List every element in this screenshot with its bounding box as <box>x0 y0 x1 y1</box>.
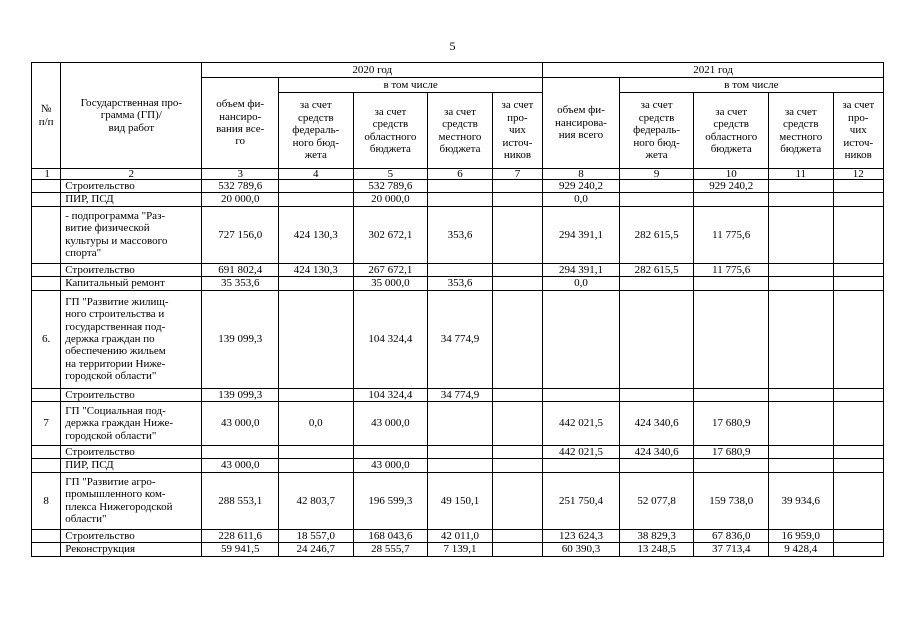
text-line: чих <box>849 124 867 137</box>
column-number: 12 <box>833 169 883 180</box>
row-value <box>833 263 883 276</box>
header-year-2021: 2021 год <box>543 63 884 78</box>
column-number: 7 <box>492 169 542 180</box>
row-value <box>492 388 542 401</box>
row-name <box>61 543 202 556</box>
row-name <box>61 459 202 472</box>
row-value <box>619 277 694 290</box>
text-line: жета <box>304 149 327 162</box>
table-row <box>32 180 884 193</box>
row-value: 424 340,6 <box>619 402 694 446</box>
header-other-2020 <box>492 93 542 169</box>
row-value <box>769 446 834 459</box>
row-name <box>61 277 202 290</box>
header-program <box>61 63 202 169</box>
table-header <box>32 63 884 180</box>
row-value: 28 555,7 <box>353 543 428 556</box>
text-line: вид работ <box>108 121 155 134</box>
row-value: 139 099,3 <box>202 290 279 388</box>
row-index <box>32 277 61 290</box>
row-value <box>279 193 354 206</box>
row-value: 0,0 <box>543 277 620 290</box>
row-value <box>833 277 883 290</box>
row-value: 34 774,9 <box>428 290 493 388</box>
row-value <box>833 180 883 193</box>
text-line: ПИР, ПСД <box>65 193 114 206</box>
column-number: 4 <box>279 169 354 180</box>
row-value: 17 680,9 <box>694 402 769 446</box>
row-value: 20 000,0 <box>202 193 279 206</box>
row-name <box>61 446 202 459</box>
row-value <box>619 180 694 193</box>
row-value: 104 324,4 <box>353 290 428 388</box>
text-line: за счет <box>501 99 534 112</box>
row-value <box>492 277 542 290</box>
row-value: 42 011,0 <box>428 529 493 542</box>
text-line: ПИР, ПСД <box>65 459 114 472</box>
row-name <box>61 290 202 388</box>
row-value: 37 713,4 <box>694 543 769 556</box>
row-value <box>769 263 834 276</box>
column-numbers-row <box>32 169 884 180</box>
row-name <box>61 206 202 263</box>
row-value: 35 000,0 <box>353 277 428 290</box>
text-line: за счет <box>299 99 332 112</box>
column-number: 11 <box>769 169 834 180</box>
table-row <box>32 459 884 472</box>
text-line: за счет <box>374 105 407 118</box>
table-row <box>32 529 884 542</box>
text-line: про- <box>847 111 869 124</box>
text-line: вания все- <box>216 123 265 135</box>
row-value: 11 775,6 <box>694 206 769 263</box>
text-line: за счет <box>784 105 817 118</box>
row-value <box>428 263 493 276</box>
row-value <box>428 180 493 193</box>
row-value: 294 391,1 <box>543 206 620 263</box>
text-line: средств <box>372 118 409 131</box>
row-index: 6. <box>32 290 61 388</box>
row-value: 727 156,0 <box>202 206 279 263</box>
row-value: 43 000,0 <box>353 459 428 472</box>
row-value: 691 802,4 <box>202 263 279 276</box>
header-regional-2020 <box>353 93 428 169</box>
row-value <box>694 277 769 290</box>
text-line: средств <box>782 118 819 131</box>
row-value: 59 941,5 <box>202 543 279 556</box>
text-line: витие физической <box>65 222 150 235</box>
row-value: 251 750,4 <box>543 472 620 529</box>
row-value <box>492 543 542 556</box>
text-line: федераль- <box>292 124 340 137</box>
row-value <box>694 290 769 388</box>
text-line: объем фи- <box>216 98 265 111</box>
row-value: 60 390,3 <box>543 543 620 556</box>
text-line: культуры и массового <box>65 234 168 247</box>
row-value: 442 021,5 <box>543 446 620 459</box>
text-line: ного бюд- <box>292 136 339 149</box>
row-index: 7 <box>32 402 61 446</box>
table-row <box>32 290 884 388</box>
row-value: 104 324,4 <box>353 388 428 401</box>
text-line: Капитальный ремонт <box>65 277 165 290</box>
text-line: за счет <box>842 99 875 112</box>
row-value <box>769 388 834 401</box>
text-line: нансиро- <box>219 110 262 123</box>
row-value: 424 130,3 <box>279 206 354 263</box>
row-value <box>769 459 834 472</box>
text-line: ГП "Развитие агро- <box>65 476 156 489</box>
column-number: 2 <box>61 169 202 180</box>
row-value: 168 043,6 <box>353 529 428 542</box>
header-local-2021 <box>769 93 834 169</box>
row-value <box>492 529 542 542</box>
row-value <box>492 402 542 446</box>
table-row <box>32 446 884 459</box>
row-index <box>32 206 61 263</box>
row-value: 424 340,6 <box>619 446 694 459</box>
text-line: бюджета <box>369 142 411 155</box>
table-row <box>32 472 884 529</box>
row-value: 43 000,0 <box>202 459 279 472</box>
row-value <box>428 402 493 446</box>
text-line: № <box>40 103 52 116</box>
text-line: бюджета <box>710 142 752 155</box>
row-value: 38 829,3 <box>619 529 694 542</box>
text-line: жета <box>645 149 668 162</box>
row-value: 442 021,5 <box>543 402 620 446</box>
row-value: 929 240,2 <box>694 180 769 193</box>
row-value: 0,0 <box>279 402 354 446</box>
row-name <box>61 472 202 529</box>
row-value <box>202 446 279 459</box>
row-index <box>32 263 61 276</box>
row-name <box>61 529 202 542</box>
table-row <box>32 402 884 446</box>
row-value: 532 789,6 <box>202 180 279 193</box>
table-row <box>32 388 884 401</box>
row-value <box>428 459 493 472</box>
row-value: 139 099,3 <box>202 388 279 401</box>
row-value <box>492 472 542 529</box>
header-regional-2021 <box>694 93 769 169</box>
row-value: 302 672,1 <box>353 206 428 263</box>
row-value: 282 615,5 <box>619 206 694 263</box>
row-value <box>833 459 883 472</box>
text-line: Строительство <box>65 446 135 459</box>
text-line: Строительство <box>65 529 135 542</box>
row-value <box>353 446 428 459</box>
text-line: ГП "Развитие жилищ- <box>65 295 169 308</box>
text-line: бюджета <box>780 142 822 155</box>
row-value: 294 391,1 <box>543 263 620 276</box>
row-index <box>32 459 61 472</box>
row-name <box>61 263 202 276</box>
row-value <box>833 193 883 206</box>
row-index <box>32 446 61 459</box>
row-value: 13 248,5 <box>619 543 694 556</box>
column-number: 1 <box>32 169 61 180</box>
row-value <box>769 193 834 206</box>
row-value <box>492 206 542 263</box>
text-line: ного строительства и <box>65 308 165 321</box>
row-value: 16 959,0 <box>769 529 834 542</box>
row-value <box>543 459 620 472</box>
row-value <box>279 290 354 388</box>
text-line: федераль- <box>633 124 681 137</box>
row-value <box>492 193 542 206</box>
row-value <box>279 277 354 290</box>
header-federal-2020 <box>279 93 354 169</box>
row-value: 11 775,6 <box>694 263 769 276</box>
row-value: 353,6 <box>428 277 493 290</box>
row-value: 0,0 <box>543 193 620 206</box>
text-line: спорта" <box>65 247 102 260</box>
row-name <box>61 402 202 446</box>
row-value <box>833 543 883 556</box>
row-value <box>543 388 620 401</box>
row-value <box>279 459 354 472</box>
row-name <box>61 180 202 193</box>
row-value: 288 553,1 <box>202 472 279 529</box>
text-line: ников <box>503 149 532 162</box>
row-index: 8 <box>32 472 61 529</box>
row-value <box>769 402 834 446</box>
row-value: 52 077,8 <box>619 472 694 529</box>
row-value <box>833 206 883 263</box>
row-value: 9 428,4 <box>769 543 834 556</box>
row-value: 196 599,3 <box>353 472 428 529</box>
row-value: 39 934,6 <box>769 472 834 529</box>
column-number: 6 <box>428 169 493 180</box>
row-value <box>428 446 493 459</box>
row-value: 67 836,0 <box>694 529 769 542</box>
text-line: источ- <box>843 136 874 149</box>
text-line: объем фи- <box>557 104 605 117</box>
text-line: средств <box>638 111 675 124</box>
column-number: 9 <box>619 169 694 180</box>
row-value <box>492 459 542 472</box>
text-line: городской области" <box>65 429 157 442</box>
text-line: бюджета <box>439 142 481 155</box>
text-line: грамма (ГП)/ <box>100 109 162 122</box>
column-number: 3 <box>202 169 279 180</box>
text-line: чих <box>508 124 526 137</box>
column-number: 8 <box>543 169 620 180</box>
text-line: Строительство <box>65 263 135 276</box>
page-number: 5 <box>449 39 456 53</box>
text-line: про- <box>507 111 528 124</box>
row-value <box>833 529 883 542</box>
table-body <box>32 180 884 557</box>
row-value: 43 000,0 <box>353 402 428 446</box>
row-value <box>619 388 694 401</box>
text-line: источ- <box>502 136 533 149</box>
header-local-2020 <box>428 93 493 169</box>
row-value <box>833 472 883 529</box>
row-name <box>61 193 202 206</box>
text-line: ГП "Социальная под- <box>65 404 166 417</box>
text-line: средств <box>442 118 478 131</box>
table-row <box>32 193 884 206</box>
column-number: 10 <box>694 169 769 180</box>
header-total-2021 <box>543 78 620 169</box>
row-value <box>428 193 493 206</box>
header-total-2020 <box>202 78 279 169</box>
row-index <box>32 529 61 542</box>
row-value: 24 246,7 <box>279 543 354 556</box>
text-line: Строительство <box>65 180 135 192</box>
text-line: местного <box>438 130 482 143</box>
table-row <box>32 206 884 263</box>
text-line: ников <box>844 149 872 162</box>
row-index <box>32 193 61 206</box>
text-line: обеспечению жильем <box>65 345 166 358</box>
text-line: средств <box>713 118 749 131</box>
text-line: Реконструкция <box>65 543 136 556</box>
row-value: 159 738,0 <box>694 472 769 529</box>
table-row <box>32 543 884 556</box>
row-value <box>769 206 834 263</box>
row-value <box>769 277 834 290</box>
text-line: средств <box>298 111 334 124</box>
table-row <box>32 277 884 290</box>
row-value: 34 774,9 <box>428 388 493 401</box>
row-value <box>833 290 883 388</box>
row-value <box>833 402 883 446</box>
row-value <box>694 193 769 206</box>
text-line: - подпрограмма "Раз- <box>65 210 166 222</box>
text-line: на территории Ниже- <box>65 357 166 370</box>
row-value: 282 615,5 <box>619 263 694 276</box>
column-number: 5 <box>353 169 428 180</box>
text-line: п/п <box>38 115 54 128</box>
text-line: ния всего <box>558 129 604 142</box>
text-line: Строительство <box>65 388 135 401</box>
header-num <box>32 63 61 169</box>
row-value <box>619 459 694 472</box>
row-value <box>492 263 542 276</box>
row-value <box>279 446 354 459</box>
row-value <box>492 446 542 459</box>
text-line: за счет <box>444 105 476 118</box>
row-value <box>492 180 542 193</box>
row-index <box>32 543 61 556</box>
text-line: городской области" <box>65 370 157 383</box>
row-value: 7 139,1 <box>428 543 493 556</box>
text-line: областного <box>364 130 417 143</box>
row-value: 267 672,1 <box>353 263 428 276</box>
header-other-2021 <box>833 93 883 169</box>
row-index <box>32 180 61 193</box>
row-value <box>694 459 769 472</box>
row-value: 20 000,0 <box>353 193 428 206</box>
header-incl-2021: в том числе <box>619 78 883 93</box>
text-line: областного <box>705 130 758 143</box>
row-value: 18 557,0 <box>279 529 354 542</box>
text-line: за счет <box>640 99 673 112</box>
text-line: го <box>235 135 246 148</box>
row-value: 228 611,6 <box>202 529 279 542</box>
text-line: держка граждан Ниже- <box>65 417 174 430</box>
row-index <box>32 388 61 401</box>
text-line: ного бюд- <box>633 136 680 149</box>
row-value <box>833 446 883 459</box>
row-value <box>619 193 694 206</box>
row-value: 49 150,1 <box>428 472 493 529</box>
financing-table <box>31 62 884 557</box>
text-line: государственная под- <box>65 320 166 333</box>
text-line: промышленного ком- <box>65 488 166 501</box>
row-value <box>769 290 834 388</box>
row-value: 42 803,7 <box>279 472 354 529</box>
row-value <box>694 388 769 401</box>
header-federal-2021 <box>619 93 694 169</box>
row-value: 123 624,3 <box>543 529 620 542</box>
header-year-2020: 2020 год <box>202 63 543 78</box>
row-value: 17 680,9 <box>694 446 769 459</box>
text-line: нансирова- <box>554 116 607 129</box>
text-line: держка граждан по <box>65 332 155 345</box>
text-line: плекса Нижегородской <box>65 500 173 513</box>
row-value <box>619 290 694 388</box>
row-value: 929 240,2 <box>543 180 620 193</box>
row-value: 424 130,3 <box>279 263 354 276</box>
row-value <box>279 388 354 401</box>
row-value: 353,6 <box>428 206 493 263</box>
row-value <box>543 290 620 388</box>
row-name <box>61 388 202 401</box>
row-value <box>492 290 542 388</box>
text-line: за счет <box>715 105 748 118</box>
text-line: области" <box>65 513 107 526</box>
row-value <box>833 388 883 401</box>
row-value: 532 789,6 <box>353 180 428 193</box>
header-incl-2020: в том числе <box>279 78 543 93</box>
row-value: 43 000,0 <box>202 402 279 446</box>
row-value <box>279 180 354 193</box>
row-value: 35 353,6 <box>202 277 279 290</box>
row-value <box>769 180 834 193</box>
text-line: местного <box>779 130 823 143</box>
text-line: Государственная про- <box>80 96 182 109</box>
table-row <box>32 263 884 276</box>
